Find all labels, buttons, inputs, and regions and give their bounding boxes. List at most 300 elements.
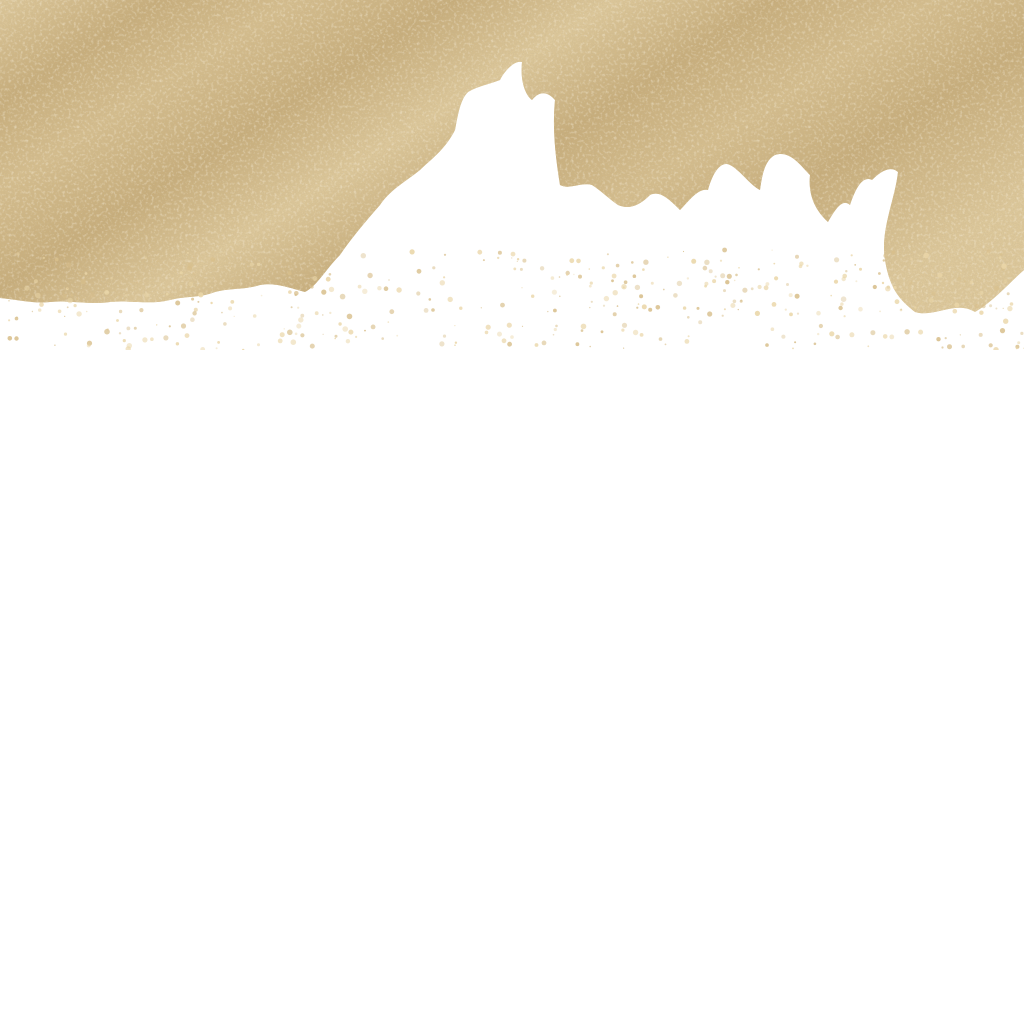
sand-grain — [348, 330, 353, 335]
sand-grain — [364, 330, 366, 332]
sand-grain — [738, 309, 739, 310]
sand-grain — [54, 344, 56, 346]
sand-grain — [249, 271, 250, 272]
sand-grain — [169, 325, 171, 327]
sand-grain — [691, 259, 696, 264]
sand-grain — [703, 266, 708, 271]
sand-grain — [64, 316, 65, 317]
sand-grain — [298, 317, 303, 322]
sand-grain — [175, 301, 180, 306]
sand-grain — [960, 334, 961, 335]
sand-grain — [720, 273, 725, 278]
sand-grain — [883, 254, 887, 258]
sand-grain — [844, 315, 846, 317]
sand-grain — [960, 273, 961, 274]
sand-grain — [999, 256, 1002, 259]
sand-grain — [424, 308, 429, 313]
sand-grain — [1000, 328, 1005, 333]
sand-grain — [371, 325, 376, 330]
sand-grain — [193, 256, 195, 258]
sand-grain — [67, 306, 69, 308]
sand-grain — [119, 310, 122, 313]
sand-grain — [941, 346, 943, 348]
sand-grain — [806, 265, 808, 267]
sand-grain — [720, 260, 722, 262]
sand-grain — [621, 329, 624, 332]
sand-grain — [640, 333, 644, 337]
sand-grain — [416, 291, 420, 295]
sand-grain — [982, 304, 986, 308]
sand-grain — [497, 332, 502, 337]
sand-grain — [185, 333, 190, 338]
sand-grain — [76, 297, 78, 299]
sand-grain — [439, 341, 444, 346]
sand-grain — [33, 285, 35, 287]
sand-grain — [885, 286, 890, 291]
sand-grain — [63, 294, 67, 298]
sand-grain — [633, 274, 637, 278]
sand-grain — [870, 330, 875, 335]
sand-grain — [616, 264, 620, 268]
sand-grain — [589, 285, 592, 288]
sand-grain — [552, 290, 557, 295]
sand-grain — [230, 300, 234, 304]
sand-grain — [908, 281, 912, 285]
sand-grain — [758, 285, 762, 289]
sand-grain — [187, 252, 189, 254]
sand-grain — [638, 303, 640, 305]
sand-grain — [974, 251, 976, 253]
sand-grain — [74, 304, 77, 307]
sand-grain — [797, 313, 799, 315]
sand-grain — [139, 308, 143, 312]
sand-grain — [216, 347, 218, 349]
sand-grain — [429, 298, 432, 301]
sand-grain — [829, 331, 834, 336]
sand-grain — [157, 260, 159, 262]
sand-grain — [943, 263, 945, 265]
sand-grain — [14, 336, 18, 340]
sand-grain — [673, 293, 678, 298]
sand-grain — [919, 255, 921, 257]
sand-grain — [712, 279, 716, 283]
sand-grain — [300, 333, 304, 337]
sand-grain — [766, 282, 770, 286]
sand-grain — [329, 312, 331, 314]
sand-grain — [367, 273, 372, 278]
sand-grain — [772, 250, 773, 251]
sand-grain — [914, 306, 916, 308]
sand-grain — [134, 327, 137, 330]
sand-grain — [889, 335, 894, 340]
sand-grain — [667, 257, 668, 258]
sand-grain — [498, 251, 502, 255]
sand-grain — [893, 286, 896, 289]
sand-grain — [566, 274, 568, 276]
sand-grain — [90, 293, 95, 298]
sand-grain — [957, 277, 961, 281]
sand-grain — [964, 280, 966, 282]
sand-grain — [1000, 253, 1003, 256]
sand-grain — [507, 323, 512, 328]
sand-grain — [795, 255, 799, 259]
sand-grain — [291, 339, 297, 345]
sand-grain — [771, 327, 775, 331]
sand-grain — [735, 274, 738, 277]
sand-grain — [816, 311, 821, 316]
sand-grain — [955, 303, 960, 308]
sand-grain — [315, 311, 319, 315]
sand-grain — [742, 288, 747, 293]
sand-grain — [257, 343, 260, 346]
sand-grain — [125, 294, 128, 297]
sand-grain — [166, 293, 169, 296]
sand-grain — [15, 317, 19, 321]
sand-grain — [867, 345, 869, 347]
sand-grain — [310, 344, 315, 349]
sand-grain — [64, 333, 67, 336]
sand-grain — [280, 332, 285, 337]
sand-grain — [704, 260, 709, 265]
sand-grain — [665, 344, 667, 346]
sand-grain — [879, 311, 881, 313]
sand-grain — [342, 326, 348, 332]
sand-grain — [99, 250, 102, 253]
sand-grain — [338, 322, 341, 325]
sand-grain — [642, 304, 647, 309]
sand-grain — [295, 333, 298, 336]
sand-grain — [181, 290, 183, 292]
sand-grain — [335, 335, 338, 338]
sand-grain — [440, 280, 445, 285]
sand-grain — [310, 269, 312, 271]
sand-grain — [841, 296, 847, 302]
sand-grain — [656, 305, 661, 310]
sand-grain — [531, 295, 534, 298]
sand-grain — [521, 287, 522, 288]
sand-grain — [873, 285, 877, 289]
sand-grain — [758, 268, 760, 270]
sand-grain — [85, 272, 88, 275]
sand-grain — [377, 286, 381, 290]
sand-grain — [104, 290, 109, 295]
sand-grain — [448, 297, 453, 302]
sand-grain — [104, 329, 110, 335]
sand-grain — [663, 289, 665, 291]
sand-grain — [8, 300, 10, 302]
sand-grain — [192, 311, 196, 315]
sand-grain — [774, 276, 778, 280]
sand-grain — [388, 321, 390, 323]
sand-grain — [559, 276, 561, 278]
sand-grain — [900, 309, 902, 311]
sand-grain — [937, 273, 942, 278]
sand-grain — [554, 328, 557, 331]
sand-grain — [66, 262, 71, 267]
sand-grain — [553, 334, 555, 336]
sand-grain — [688, 335, 690, 337]
sand-grain — [123, 339, 126, 342]
sand-grain — [751, 287, 754, 290]
sand-grain — [854, 264, 856, 266]
sand-grain — [740, 300, 742, 302]
sand-grain — [910, 258, 913, 261]
sand-grain — [576, 342, 580, 346]
sand-grain — [513, 268, 516, 271]
sand-grain — [142, 337, 147, 342]
sand-grain — [58, 310, 62, 314]
sand-grain — [381, 337, 384, 340]
sand-grain — [296, 324, 301, 329]
sand-grain — [581, 329, 584, 332]
sand-grain — [417, 269, 422, 274]
sand-grain — [294, 291, 299, 296]
sand-grain — [23, 297, 25, 299]
sand-grain — [591, 301, 593, 303]
sand-grain — [34, 279, 38, 283]
sand-grain — [639, 294, 643, 298]
sand-grain — [444, 254, 446, 256]
sand-grain — [321, 290, 326, 295]
sand-grain — [553, 309, 557, 313]
sand-grain — [635, 285, 640, 290]
sand-grain — [190, 317, 195, 322]
sand-grain — [432, 266, 435, 269]
sand-grain — [310, 285, 313, 288]
sand-grain — [126, 327, 130, 331]
sand-grain — [1007, 292, 1010, 295]
sand-grain — [229, 267, 231, 269]
sand-grain — [970, 281, 973, 284]
sand-grain — [578, 275, 582, 279]
sand-grain — [197, 301, 199, 303]
sand-grain — [340, 294, 346, 300]
sand-grain — [947, 344, 952, 349]
sand-grain — [87, 344, 91, 348]
sand-grain — [535, 343, 539, 347]
sand-grain — [601, 330, 604, 333]
sand-grain — [67, 287, 69, 289]
sand-grain — [253, 314, 257, 318]
sand-grain — [559, 296, 561, 298]
sand-grain — [361, 253, 366, 258]
sand-grain — [979, 255, 982, 258]
sand-grain — [936, 337, 940, 341]
sand-grain — [707, 311, 712, 316]
sand-grain — [840, 302, 843, 305]
sand-grain — [932, 292, 936, 296]
sand-grain — [555, 325, 558, 328]
sand-grain — [144, 292, 149, 297]
sand-grain — [43, 257, 45, 259]
sand-grain — [520, 268, 523, 271]
sand-grain — [291, 306, 293, 308]
sand-grain — [895, 299, 900, 304]
sand-grain — [602, 266, 605, 269]
sand-grain — [312, 276, 317, 281]
sand-grain — [250, 263, 254, 267]
sand-grain — [181, 323, 186, 328]
sand-grain — [459, 307, 462, 310]
sand-grain — [613, 312, 617, 316]
sand-grain — [624, 280, 628, 284]
sand-grain — [727, 274, 732, 279]
sand-grain — [633, 330, 638, 335]
sand-grain — [76, 311, 81, 316]
sand-grain — [795, 294, 800, 299]
sand-grain — [194, 308, 198, 312]
sand-grain — [659, 337, 663, 341]
sand-grain — [724, 308, 726, 310]
sand-grain — [455, 342, 457, 344]
sand-grain — [830, 295, 832, 297]
sand-grain — [226, 257, 228, 259]
sand-grain — [81, 279, 86, 284]
sand-grain — [730, 303, 735, 308]
sand-grain — [443, 276, 445, 278]
sand-grain — [961, 345, 965, 349]
sand-grain — [685, 339, 690, 344]
sand-grain — [431, 308, 435, 312]
sand-grain — [722, 248, 727, 253]
sand-grain — [834, 280, 838, 284]
sand-grain — [799, 265, 803, 269]
sand-grain — [24, 286, 29, 291]
sand-grain — [396, 287, 401, 292]
sand-grain — [329, 273, 332, 276]
sand-grain — [855, 280, 857, 282]
sand-grain — [687, 277, 689, 279]
sand-grain — [914, 267, 916, 269]
sand-grain — [835, 335, 840, 340]
sand-grain — [346, 339, 350, 343]
sand-grain — [994, 286, 999, 291]
sand-grain — [814, 343, 817, 346]
sand-grain — [1016, 347, 1018, 349]
sand-grain — [878, 272, 881, 275]
sand-grain — [785, 309, 787, 311]
sand-grain — [781, 335, 785, 339]
sand-grain — [481, 307, 482, 308]
sand-grain — [38, 308, 41, 311]
sand-grain — [648, 308, 652, 312]
sand-grain — [477, 250, 482, 255]
sand-grain — [923, 253, 929, 259]
sand-grain — [144, 256, 147, 259]
sand-grain — [953, 309, 958, 314]
sand-grain — [187, 266, 192, 271]
sand-grain — [323, 334, 324, 335]
sand-grain — [834, 257, 839, 262]
sand-grain — [454, 325, 455, 326]
sand-grain — [257, 263, 260, 266]
sand-grain — [883, 259, 885, 261]
sand-grain — [765, 343, 769, 347]
sand-grain — [326, 277, 331, 282]
sand-grain — [16, 252, 19, 255]
sand-grain — [389, 309, 394, 314]
sand-grain — [589, 268, 591, 270]
sand-grain — [817, 333, 819, 335]
sand-grain — [725, 280, 729, 284]
sand-grain — [794, 341, 796, 343]
sand-grain — [217, 341, 220, 344]
sand-grain — [510, 335, 514, 339]
sand-grain — [176, 342, 179, 345]
sand-grain — [55, 258, 59, 262]
sand-grain — [723, 289, 726, 292]
sand-grain — [734, 280, 736, 282]
sand-grain — [891, 251, 895, 255]
sand-grain — [904, 329, 909, 334]
sand-grain — [623, 286, 625, 288]
sand-grain — [388, 279, 389, 280]
sand-grain — [918, 330, 923, 335]
sand-grain — [347, 314, 353, 320]
sand-grain — [589, 346, 591, 348]
sand-grain — [842, 274, 847, 279]
sand-grain — [210, 286, 212, 288]
sand-grain — [979, 333, 983, 337]
sand-grain — [287, 330, 293, 336]
sand-grain — [683, 251, 684, 252]
sand-grain — [1003, 308, 1004, 309]
sand-grain — [358, 285, 362, 289]
sand-grain — [551, 276, 555, 280]
sand-grain — [1004, 282, 1006, 284]
sand-grain — [989, 343, 993, 347]
sand-grain — [284, 328, 285, 329]
sand-grain — [191, 298, 194, 301]
sand-grain — [86, 311, 88, 313]
sand-grain — [180, 271, 183, 274]
sand-grain — [622, 323, 627, 328]
sand-grain — [1003, 319, 1008, 324]
sand-grain — [355, 336, 357, 338]
sand-grain — [979, 311, 983, 315]
sand-grain — [569, 258, 574, 263]
sand-grain — [715, 276, 717, 278]
sand-grain — [623, 348, 624, 349]
sand-grain — [1007, 306, 1012, 311]
sand-grain — [67, 298, 73, 304]
sand-grain — [819, 324, 823, 328]
sand-grain — [485, 331, 489, 335]
sand-grain — [198, 292, 203, 297]
sand-grain — [234, 252, 236, 254]
sand-texture — [0, 0, 1024, 360]
sand-grain — [119, 332, 121, 334]
sand-grain — [849, 332, 854, 337]
sand-grain — [764, 285, 769, 290]
sand-grain — [288, 290, 292, 294]
sand-grain — [32, 311, 33, 312]
sand-grain — [858, 307, 863, 312]
white-background — [0, 350, 1024, 1024]
sand-grain — [443, 335, 446, 338]
sand-grain — [576, 259, 581, 264]
sand-grain — [114, 267, 115, 268]
sand-grain — [223, 322, 227, 326]
sand-grain — [522, 326, 523, 327]
sand-grain — [84, 298, 85, 299]
sand-grain — [772, 302, 777, 307]
sand-grain — [945, 279, 946, 280]
sand-grain — [989, 304, 992, 307]
sand-grain — [733, 300, 737, 304]
sand-grain — [683, 306, 686, 309]
sand-grain — [945, 337, 947, 339]
